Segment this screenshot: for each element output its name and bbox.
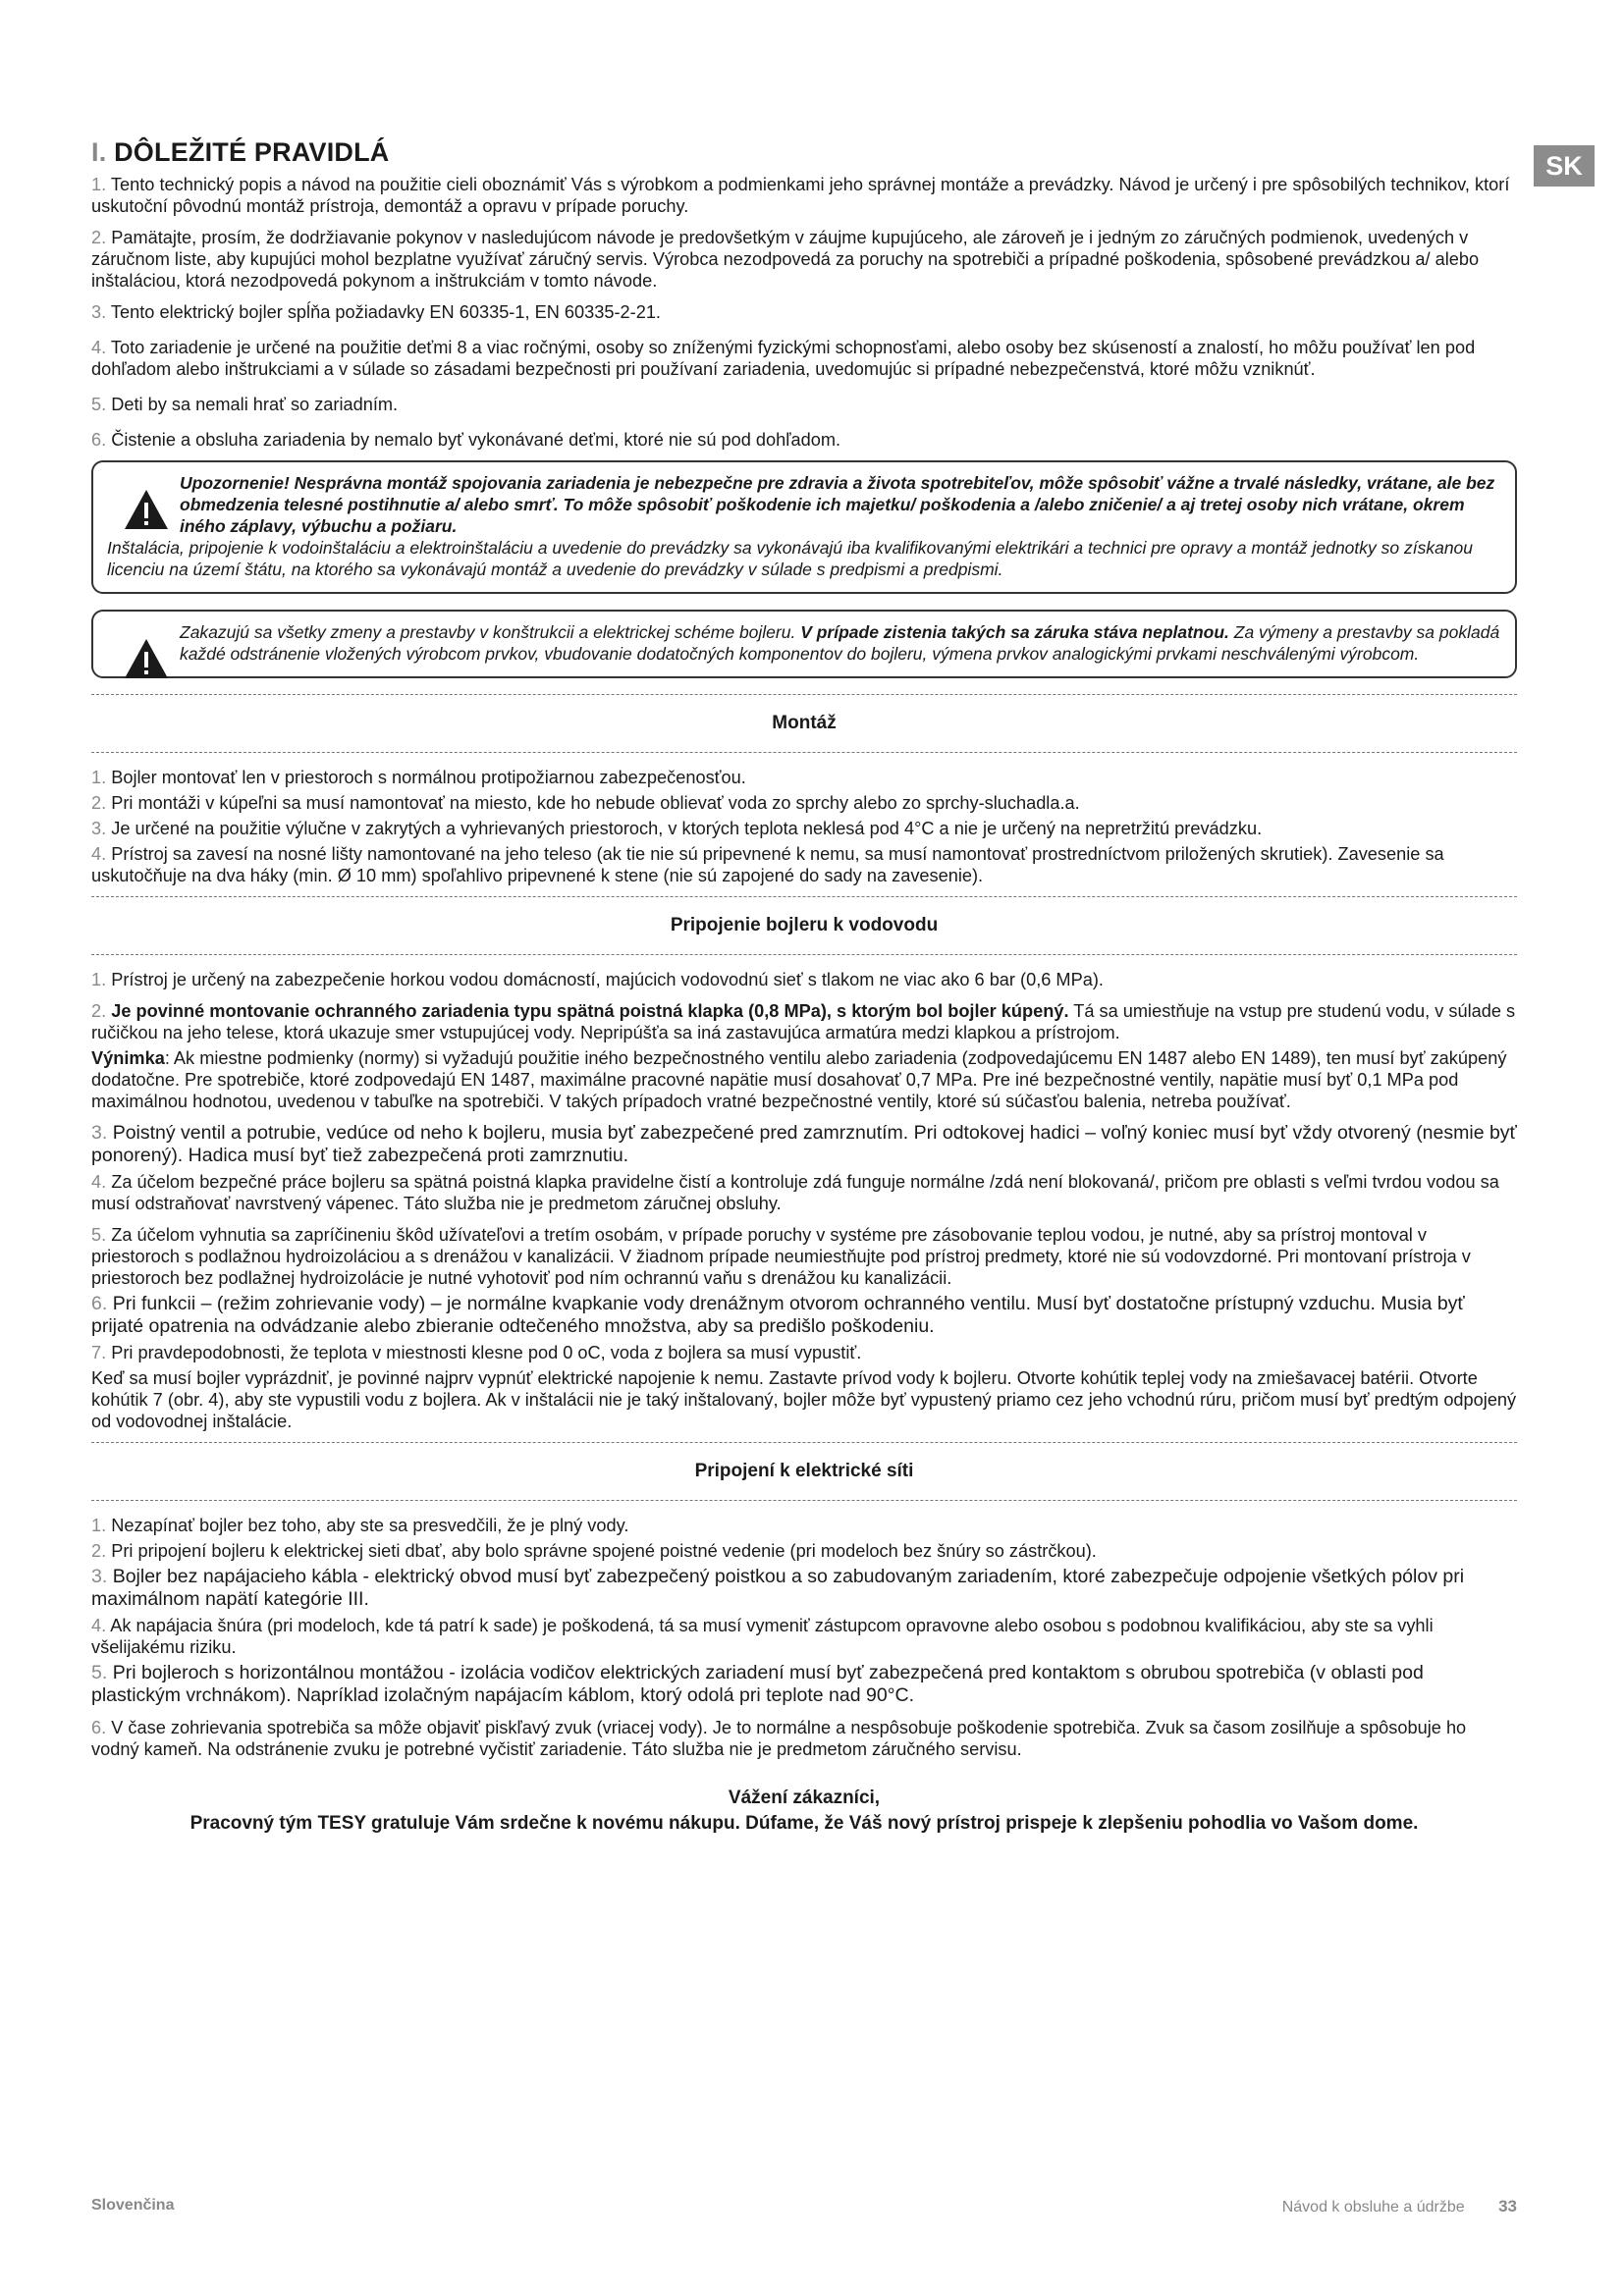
intro-list [91, 174, 1517, 451]
title-text: DÔLEŽITÉ PRAVIDLÁ [114, 137, 390, 167]
warning-2-pre: Zakazujú sa všetky zmeny a prestavby v konštrukcii a elektrickej schéme bojleru. [180, 622, 801, 642]
intro-item-4: 4. Toto zariadenie je určené na použitie deťmi 8 a viac ročnými, osoby so zníženými fyzickými schopnosťami, alebo osoby bez skúseností a znalostí, ho môžu používať len pod dohľadom alebo inštrukciami a v súlade so zásadami bezpečnosti pri používaní zariadenia, uvedomujúc si prípadné nebezpečenstvá, ktoré môžu vzniknúť. [91, 338, 1476, 379]
warning-box-modifications [91, 610, 1517, 678]
divider [91, 752, 1517, 753]
montaz-list [91, 767, 1517, 886]
voda-item-5: 5. Za účelom vyhnutia sa zapríčineniu škôd užívateľovi a tretím osobám, v prípade poruchy v systéme pre zásobovanie teplou vodou, je nutné, aby sa prístroj montoval v priestoroch s podlažnou hydroizoláciou a s drenážou v kanalizácii. V žiadnom prípade neumiestňujte pod prístroj predmety, ktoré nie sú vodovzdorné. Pri montovaní prístroja v priestoroch bez podlažnej hydroizolácie je nutné vyhotoviť pod ním ochrannú vaňu s drenážou ku kanalizácii. [91, 1225, 1471, 1288]
page-number: 33 [1498, 2197, 1517, 2216]
closing-text: Pracovný tým TESY gratuluje Vám srdečne k novému nákupu. Dúfame, že Váš nový prístroj prispeje k zlepšeniu pohodlia vo Vašom dome. [189, 1813, 1419, 1834]
intro-item-3: 3. Tento elektrický bojler spĺňa požiadavky EN 60335-1, EN 60335-2-21. [91, 302, 661, 322]
voda-list [91, 969, 1517, 1432]
voda-exception: Výnimka: Ak miestne podmienky (normy) si vyžadujú použitie iného bezpečnostného ventilu alebo zariadenia (zodpovedajúcemu EN 1487 alebo EN 1489), ten musí byť zakúpený dodatočne. Pre spotrebiče, ktoré zodpovedajú EN 1487, maximálne pracovné napätie musí dosahovať 0,7 MPa. Pre iné bezpečnostné ventily, napätie musí byť 0,1 MPa pod maximálnou hodnotou, uvedenou v tabuľke na spotrebiči. V takých prípadoch vratné bezpečnostné ventily, ktoré sú súčasťou balenia, netreba používať. [91, 1048, 1507, 1111]
intro-item-5: 5. Deti by sa nemali hrať so zariadním. [91, 395, 399, 414]
divider [91, 1500, 1517, 1501]
elektro-item-5: 5. Pri bojleroch s horizontálnou montážou - izolácia vodičov elektrických zariadení musí byť zabezpečená pred kontaktom s obrubou spotrebiča (v oblasti pod plastickým vrchnákom). Napríklad izolačným napájacím káblom, ktorý odolá pri teplote nad 90°C. [91, 1662, 1424, 1706]
closing-message [91, 1786, 1517, 1837]
language-badge: SK [1534, 145, 1595, 187]
intro-item-6: 6. Čistenie a obsluha zariadenia by nemalo byť vykonávané deťmi, ktoré nie sú pod dohľadom. [91, 430, 841, 450]
voda-item-3: 3. Poistný ventil a potrubie, vedúce od neho k bojleru, musia byť zabezpečené pred zamrznutím. Pri odtokovej hadici – voľný koniec musí byť vždy otvorený (nesmie byť ponorený). Hadica musí byť tiež zabezpečená proti zamrznutiu. [91, 1122, 1517, 1166]
section-title-elektro: Pripojení k elektrické síti [694, 1461, 914, 1481]
montaz-item-2: 2. Pri montáži v kúpeľni sa musí namontovať na miesto, kde ho nebude oblievať voda zo sprchy alebo zo sprchy-sluchadla.a. [91, 793, 1080, 813]
document-page [91, 137, 1517, 1837]
divider [91, 896, 1517, 897]
elektro-item-4: 4. Ak napájacia šnúra (pri modeloch, kde tá patrí k sade) je poškodená, tá sa musí vymeniť zástupcom opravovne alebo osobou s podobnou kvalifikáciou, aby ste sa vyhli všelijakému riziku. [91, 1616, 1434, 1657]
elektro-list [91, 1515, 1517, 1760]
voda-item-6: 6. Pri funkcii – (režim zohrievanie vody) – je normálne kvapkanie vody drenážnym otvorom ochranného ventilu. Musí byť dostatočne prístupný vzduchu. Musia byť prijaté opatrenia na odvádzanie alebo zbieranie odtečeného množstva, aby sa predišlo poškodeniu. [91, 1293, 1465, 1337]
voda-item-7: 7. Pri pravdepodobnosti, že teplota v miestnosti klesne pod 0 oC, voda z bojlera sa musí vypustiť. [91, 1343, 862, 1362]
montaz-item-3: 3. Je určené na použitie výlučne v zakrytých a vyhrievaných priestoroch, v ktorých teplota neklesá pod 4°C a nie je určený na nepretržitú prevádzku. [91, 819, 1263, 838]
voda-item-4: 4. Za účelom bezpečné práce bojleru sa spätná poistná klapka pravidelne čistí a kontroluje zdá funguje normálne /zdá není blokovaná/, pričom pre oblasti s veľmi tvrdou vodou sa musí odstraňovať navrstvený vápenec. Táto služba nie je predmetom záručnej obsluhy. [91, 1172, 1499, 1213]
elektro-item-6: 6. V čase zohrievania spotrebiča sa môže objaviť piskľavý zvuk (vriacej vody). Je to normálne a nespôsobuje poškodenie spotrebiča. Zvuk sa časom zosilňuje a spôsobuje ho vodný kameň. Na odstránenie zvuku je potrebné vyčistiť zariadenie. Táto služba nie je predmetom záručného servisu. [91, 1718, 1467, 1759]
section-title-montaz: Montáž [772, 713, 837, 733]
section-title-voda: Pripojenie bojleru k vodovodu [670, 915, 939, 935]
elektro-item-3: 3. Bojler bez napájacieho kábla - elektrický obvod musí byť zabezpečený poistkou a so zabudovaným zariadením, ktoré zabezpečuje odpojenie všetkých pólov pri maximálnom napätí kategórie III. [91, 1566, 1465, 1610]
warning-2-post: Za výmeny a prestavby sa pokladá každé odstránenie vložených výrobcom prvkov, vbudovanie dodatočných komponentov do bojleru, výmena prvkov analogickými prvkami neschválenými výrobcom. [180, 622, 1500, 664]
warning-1-bold: Upozornenie! Nesprávna montáž spojovania zariadenia je nebezpečne pre zdravia a života spotrebiteľov, môže spôsobiť vážne a trvalé následky, vrátane, ale bez obmedzenia telesné postihnutie a/ alebo smrť. To môže spôsobiť poškodenie ich majetku/ poškodenia a /alebo zničenie/ a aj tretej osoby nich vrátane, okrem iného záplavy, výbuchu a požiaru. [180, 473, 1495, 536]
closing-greeting: Vážení zákazníci, [728, 1788, 881, 1808]
intro-item-1: 1. Tento technický popis a návod na použitie cieli oboznámiť Vás s výrobkom a podmienkami jeho správnej montáže a prevádzky. Návod je určený i pre spôsobilých technikov, ktorí uskutoční pôvodnú montáž prístroja, demontáž a opravu v prípade poruchy. [91, 175, 1510, 216]
footer-manual-title: Návod k obsluhe a údržbe [1281, 2199, 1465, 2216]
warning-triangle-icon [123, 488, 170, 531]
warning-box-installation [91, 460, 1517, 594]
divider [91, 694, 1517, 695]
warning-triangle-icon [123, 637, 170, 680]
elektro-item-1: 1. Nezapínať bojler bez toho, aby ste sa presvedčili, že je plný vody. [91, 1516, 629, 1535]
montaz-item-1: 1. Bojler montovať len v priestoroch s normálnou protipožiarnou zabezpečenosťou. [91, 768, 746, 787]
footer-language: Slovenčina [91, 2197, 175, 2214]
page-title [91, 137, 1517, 168]
title-number: I. [91, 137, 107, 167]
voda-item-2: 2. Je povinné montovanie ochranného zariadenia typu spätná poistná klapka (0,8 MPa), s ktorým bol bojler kúpený. Tá sa umiestňuje na vstup pre studenú vodu, v súlade s ručičkou na jeho telese, ktorá ukazuje smer vstupujúcej vody. Nepripúšťa sa iná zastavujúca armatúra medzi klapkou a prístrojom. [91, 1001, 1516, 1042]
elektro-item-2: 2. Pri pripojení bojleru k elektrickej sieti dbať, aby bolo správne spojené poistné vedenie (pri modeloch bez šnúry so zástrčkou). [91, 1541, 1097, 1561]
divider [91, 1442, 1517, 1443]
intro-item-2: 2. Pamätajte, prosím, že dodržiavanie pokynov v nasledujúcom návode je predovšetkým v záujme kupujúceho, ale zároveň je i jedným zo záručných podmienok, uvedených v záručnom liste, aby kupujúci mohol bezplatne využívať záručný servis. Výrobca nezodpovedá za poruchy na spotrebiči a prípadné poškodenia, spôsobené prevádzkou a/ alebo inštaláciou, ktorá nezodpovedá pokynom a inštrukciám v tomto návode. [91, 228, 1480, 291]
footer-right [1282, 2197, 1517, 2216]
voda-item-1: 1. Prístroj je určený na zabezpečenie horkou vodou domácností, majúcich vodovodnú sieť s tlakom ne viac ako 6 bar (0,6 MPa). [91, 970, 1104, 989]
montaz-item-4: 4. Prístroj sa zavesí na nosné lišty namontované na jeho teleso (ak tie nie sú pripevnené k nemu, sa musí namontovať prostredníctvom priložených skrutiek). Zavesenie sa uskutočňuje na dva háky (min. Ø 10 mm) spoľahlivo pripevnené k stene (nie sú zapojené do sady na zavesenie). [91, 844, 1444, 885]
divider [91, 954, 1517, 955]
warning-1-text: Inštalácia, pripojenie k vodoinštaláciu a elektroinštaláciu a uvedenie do prevádzky sa vykonávajú iba kvalifikovanými elektrikári a technici pre opravy a montáž jednotky so získanou licenciu na území štátu, na ktorého sa vykonávajú montáž a uvedenie do prevádzky v súlade s predpismi a predpismi. [107, 538, 1474, 579]
warning-2-bold: V prípade zistenia takých sa záruka stáva neplatnou. [800, 622, 1229, 642]
voda-drain-note: Keď sa musí bojler vyprázdniť, je povinné najprv vypnúť elektrické napojenie k nemu. Zastavte prívod vody k bojleru. Otvorte kohútik teplej vody na zmiešavacej batérii. Otvorte kohútik 7 (obr. 4), aby ste vypustili vodu z bojlera. Ak v inštalácii nie je taký inštalovaný, bojler môže byť vypustený priamo cez jeho vchodnú rúru, pričom musí byť predtým odpojený od vodovodnej inštalácie. [91, 1368, 1517, 1431]
